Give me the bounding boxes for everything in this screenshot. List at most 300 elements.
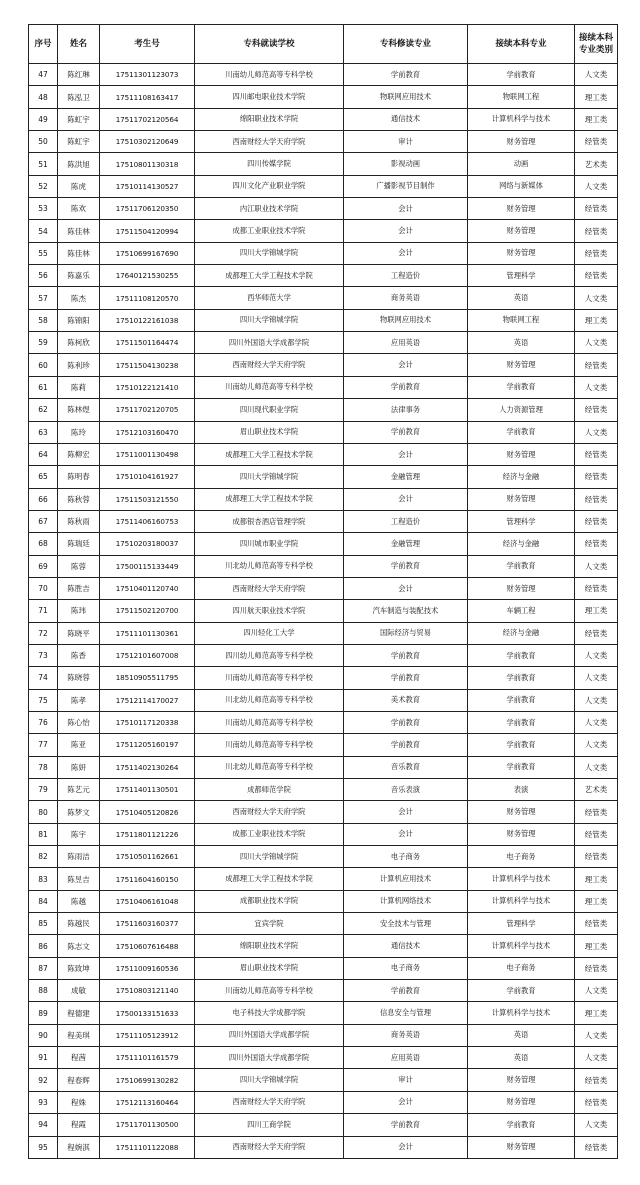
cell-college-major: 会计	[344, 443, 468, 465]
cell-seq: 79	[29, 779, 58, 801]
cell-bachelor-category: 人文类	[575, 332, 618, 354]
table-row	[29, 488, 618, 510]
cell-college: 川北幼儿师范高等专科学校	[195, 689, 344, 711]
table-row	[29, 980, 618, 1002]
cell-name: 陈心怡	[58, 711, 100, 733]
cell-college: 眉山职业技术学院	[195, 421, 344, 443]
cell-college: 四川大学锦城学院	[195, 309, 344, 331]
cell-name: 程婉淇	[58, 1136, 100, 1158]
table-row	[29, 64, 618, 86]
cell-bachelor-major: 管理科学	[468, 265, 575, 287]
cell-name: 陈妍	[58, 756, 100, 778]
cell-college-major: 会计	[344, 198, 468, 220]
cell-bachelor-major: 网络与新媒体	[468, 175, 575, 197]
cell-bachelor-major: 学前教育	[468, 64, 575, 86]
cell-bachelor-major: 表演	[468, 779, 575, 801]
cell-exam-id: 17511501164474	[100, 332, 195, 354]
cell-college: 成都理工大学工程技术学院	[195, 443, 344, 465]
table-row	[29, 376, 618, 398]
cell-college: 成都工业职业技术学院	[195, 220, 344, 242]
cell-college: 川南幼儿师范高等专科学校	[195, 711, 344, 733]
cell-exam-id: 17510801130318	[100, 153, 195, 175]
cell-college: 川南幼儿师范高等专科学校	[195, 980, 344, 1002]
cell-bachelor-category: 经管类	[575, 198, 618, 220]
cell-name: 陈佳林	[58, 220, 100, 242]
cell-bachelor-major: 财务管理	[468, 443, 575, 465]
cell-seq: 94	[29, 1114, 58, 1136]
cell-college: 西南财经大学天府学院	[195, 801, 344, 823]
cell-name: 陈红琳	[58, 64, 100, 86]
table-row	[29, 287, 618, 309]
cell-seq: 78	[29, 756, 58, 778]
cell-college-major: 信息安全与管理	[344, 1002, 468, 1024]
cell-name: 陈洪旭	[58, 153, 100, 175]
cell-bachelor-category: 理工类	[575, 868, 618, 890]
cell-name: 陈雨洁	[58, 846, 100, 868]
cell-college-major: 应用英语	[344, 332, 468, 354]
table-row	[29, 846, 618, 868]
cell-bachelor-category: 经管类	[575, 622, 618, 644]
cell-exam-id: 17512114170027	[100, 689, 195, 711]
cell-exam-id: 17511101122088	[100, 1136, 195, 1158]
cell-exam-id: 17500133151633	[100, 1002, 195, 1024]
cell-name: 程德建	[58, 1002, 100, 1024]
cell-college-major: 学前教育	[344, 555, 468, 577]
cell-exam-id: 17511502120700	[100, 600, 195, 622]
table-row	[29, 600, 618, 622]
table-row	[29, 309, 618, 331]
cell-seq: 86	[29, 935, 58, 957]
cell-college-major: 应用英语	[344, 1047, 468, 1069]
cell-college: 绵阳职业技术学院	[195, 108, 344, 130]
cell-seq: 84	[29, 890, 58, 912]
table-row	[29, 1002, 618, 1024]
cell-name: 程姝	[58, 1091, 100, 1113]
cell-college-major: 学前教育	[344, 667, 468, 689]
cell-college-major: 安全技术与管理	[344, 913, 468, 935]
cell-exam-id: 17510122161038	[100, 309, 195, 331]
cell-seq: 66	[29, 488, 58, 510]
table-row	[29, 1114, 618, 1136]
cell-name: 陈虹宇	[58, 108, 100, 130]
cell-bachelor-major: 学前教育	[468, 644, 575, 666]
cell-college-major: 工程造价	[344, 265, 468, 287]
cell-college: 四川外国语大学成都学院	[195, 1024, 344, 1046]
cell-bachelor-category: 人文类	[575, 689, 618, 711]
cell-bachelor-category: 人文类	[575, 1047, 618, 1069]
cell-college: 成都理工大学工程技术学院	[195, 488, 344, 510]
cell-bachelor-category: 人文类	[575, 175, 618, 197]
cell-bachelor-major: 财务管理	[468, 488, 575, 510]
cell-bachelor-major: 计算机科学与技术	[468, 108, 575, 130]
cell-bachelor-category: 人文类	[575, 711, 618, 733]
cell-name: 陈柯欣	[58, 332, 100, 354]
cell-name: 陈秋蓉	[58, 488, 100, 510]
header-bachelor-major: 接续本科专业	[468, 25, 575, 64]
cell-name: 陈明春	[58, 466, 100, 488]
table-row	[29, 265, 618, 287]
cell-bachelor-major: 财务管理	[468, 242, 575, 264]
table-row	[29, 175, 618, 197]
cell-bachelor-major: 学前教育	[468, 734, 575, 756]
cell-college-major: 法律事务	[344, 399, 468, 421]
cell-name: 陈秋雨	[58, 510, 100, 532]
cell-college-major: 电子商务	[344, 846, 468, 868]
cell-bachelor-major: 计算机科学与技术	[468, 868, 575, 890]
cell-bachelor-category: 理工类	[575, 1002, 618, 1024]
cell-name: 程茜	[58, 1047, 100, 1069]
table-row	[29, 466, 618, 488]
cell-college-major: 美术教育	[344, 689, 468, 711]
table-row	[29, 354, 618, 376]
cell-college-major: 会计	[344, 488, 468, 510]
cell-name: 陈宇	[58, 823, 100, 845]
cell-bachelor-major: 物联网工程	[468, 309, 575, 331]
cell-exam-id: 17511702120705	[100, 399, 195, 421]
cell-bachelor-category: 理工类	[575, 108, 618, 130]
cell-college-major: 审计	[344, 1069, 468, 1091]
cell-seq: 74	[29, 667, 58, 689]
cell-name: 陈孝	[58, 689, 100, 711]
cell-bachelor-major: 财务管理	[468, 1069, 575, 1091]
cell-bachelor-category: 经管类	[575, 510, 618, 532]
cell-name: 陈香	[58, 644, 100, 666]
table-row	[29, 220, 618, 242]
cell-bachelor-major: 财务管理	[468, 131, 575, 153]
cell-bachelor-category: 经管类	[575, 846, 618, 868]
table-row	[29, 421, 618, 443]
cell-college: 西南财经大学天府学院	[195, 577, 344, 599]
cell-college-major: 会计	[344, 577, 468, 599]
cell-bachelor-major: 英语	[468, 1024, 575, 1046]
cell-college-major: 会计	[344, 354, 468, 376]
table-row	[29, 779, 618, 801]
cell-bachelor-category: 经管类	[575, 466, 618, 488]
cell-seq: 93	[29, 1091, 58, 1113]
cell-exam-id: 17511101161579	[100, 1047, 195, 1069]
cell-college-major: 审计	[344, 131, 468, 153]
cell-bachelor-major: 学前教育	[468, 667, 575, 689]
cell-bachelor-major: 英语	[468, 287, 575, 309]
cell-bachelor-category: 经管类	[575, 265, 618, 287]
cell-bachelor-category: 经管类	[575, 488, 618, 510]
cell-college: 四川外国语大学成都学院	[195, 332, 344, 354]
cell-bachelor-major: 学前教育	[468, 421, 575, 443]
cell-exam-id: 17511401130501	[100, 779, 195, 801]
cell-college-major: 学前教育	[344, 376, 468, 398]
cell-name: 陈泓卫	[58, 86, 100, 108]
cell-college-major: 通信技术	[344, 935, 468, 957]
cell-college-major: 学前教育	[344, 64, 468, 86]
cell-bachelor-major: 学前教育	[468, 1114, 575, 1136]
admission-table	[28, 24, 618, 1159]
cell-name: 陈莉	[58, 376, 100, 398]
cell-college-major: 会计	[344, 1091, 468, 1113]
cell-seq: 51	[29, 153, 58, 175]
cell-bachelor-major: 计算机科学与技术	[468, 935, 575, 957]
cell-exam-id: 17511504130238	[100, 354, 195, 376]
cell-seq: 82	[29, 846, 58, 868]
table-row	[29, 577, 618, 599]
table-row	[29, 1091, 618, 1113]
cell-seq: 91	[29, 1047, 58, 1069]
cell-bachelor-major: 管理科学	[468, 510, 575, 532]
cell-college-major: 计算机网络技术	[344, 890, 468, 912]
cell-bachelor-major: 财务管理	[468, 1136, 575, 1158]
cell-bachelor-major: 计算机科学与技术	[468, 890, 575, 912]
table-row	[29, 555, 618, 577]
cell-bachelor-major: 学前教育	[468, 756, 575, 778]
table-row	[29, 801, 618, 823]
cell-seq: 72	[29, 622, 58, 644]
cell-bachelor-category: 经管类	[575, 577, 618, 599]
cell-exam-id: 17510401120740	[100, 577, 195, 599]
cell-college-major: 商务英语	[344, 1024, 468, 1046]
cell-college: 四川大学锦城学院	[195, 466, 344, 488]
cell-exam-id: 17511503121550	[100, 488, 195, 510]
cell-college: 四川现代职业学院	[195, 399, 344, 421]
table-row	[29, 242, 618, 264]
cell-bachelor-major: 动画	[468, 153, 575, 175]
cell-bachelor-category: 艺术类	[575, 779, 618, 801]
cell-bachelor-category: 经管类	[575, 823, 618, 845]
cell-seq: 92	[29, 1069, 58, 1091]
cell-seq: 81	[29, 823, 58, 845]
cell-exam-id: 17511604160150	[100, 868, 195, 890]
cell-bachelor-category: 理工类	[575, 309, 618, 331]
cell-bachelor-major: 学前教育	[468, 555, 575, 577]
cell-bachelor-category: 人文类	[575, 287, 618, 309]
cell-seq: 88	[29, 980, 58, 1002]
cell-name: 成敏	[58, 980, 100, 1002]
cell-seq: 52	[29, 175, 58, 197]
table-row	[29, 510, 618, 532]
cell-seq: 64	[29, 443, 58, 465]
header-college-major: 专科修读专业	[344, 25, 468, 64]
cell-college-major: 会计	[344, 242, 468, 264]
cell-bachelor-category: 人文类	[575, 555, 618, 577]
cell-exam-id: 17511205160197	[100, 734, 195, 756]
cell-college-major: 计算机应用技术	[344, 868, 468, 890]
header-exam-id: 考生号	[100, 25, 195, 64]
cell-college: 宜宾学院	[195, 913, 344, 935]
cell-college: 四川大学锦城学院	[195, 846, 344, 868]
cell-seq: 53	[29, 198, 58, 220]
table-row	[29, 332, 618, 354]
cell-exam-id: 18510905511795	[100, 667, 195, 689]
cell-bachelor-major: 计算机科学与技术	[468, 1002, 575, 1024]
table-row	[29, 198, 618, 220]
table-row	[29, 734, 618, 756]
cell-seq: 56	[29, 265, 58, 287]
cell-college-major: 音乐表演	[344, 779, 468, 801]
cell-bachelor-category: 理工类	[575, 86, 618, 108]
cell-seq: 85	[29, 913, 58, 935]
cell-college-major: 影视动画	[344, 153, 468, 175]
cell-seq: 95	[29, 1136, 58, 1158]
cell-college-major: 学前教育	[344, 1114, 468, 1136]
cell-seq: 73	[29, 644, 58, 666]
cell-college: 四川文化产业职业学院	[195, 175, 344, 197]
table-row	[29, 622, 618, 644]
cell-bachelor-major: 财务管理	[468, 198, 575, 220]
cell-seq: 60	[29, 354, 58, 376]
cell-college-major: 学前教育	[344, 711, 468, 733]
cell-exam-id: 17511406160753	[100, 510, 195, 532]
table-row	[29, 533, 618, 555]
cell-seq: 89	[29, 1002, 58, 1024]
cell-seq: 57	[29, 287, 58, 309]
table-row	[29, 868, 618, 890]
cell-exam-id: 17510501162661	[100, 846, 195, 868]
cell-exam-id: 17511105123912	[100, 1024, 195, 1046]
cell-college: 川北幼儿师范高等专科学校	[195, 555, 344, 577]
cell-name: 陈胜吉	[58, 577, 100, 599]
cell-bachelor-major: 英语	[468, 332, 575, 354]
cell-exam-id: 17500115133449	[100, 555, 195, 577]
cell-bachelor-category: 经管类	[575, 957, 618, 979]
cell-college-major: 通信技术	[344, 108, 468, 130]
cell-bachelor-category: 经管类	[575, 354, 618, 376]
table-row	[29, 667, 618, 689]
cell-bachelor-category: 经管类	[575, 443, 618, 465]
cell-bachelor-category: 经管类	[575, 1136, 618, 1158]
cell-bachelor-category: 经管类	[575, 220, 618, 242]
cell-name: 程春辉	[58, 1069, 100, 1091]
cell-bachelor-major: 人力资源管理	[468, 399, 575, 421]
cell-college-major: 工程造价	[344, 510, 468, 532]
cell-name: 陈锦阳	[58, 309, 100, 331]
cell-bachelor-major: 学前教育	[468, 376, 575, 398]
table-row	[29, 1024, 618, 1046]
cell-seq: 71	[29, 600, 58, 622]
cell-exam-id: 17511702120564	[100, 108, 195, 130]
cell-college-major: 音乐教育	[344, 756, 468, 778]
cell-college: 川南幼儿师范高等专科学校	[195, 64, 344, 86]
cell-college-major: 学前教育	[344, 421, 468, 443]
cell-exam-id: 17640121530255	[100, 265, 195, 287]
cell-bachelor-major: 车辆工程	[468, 600, 575, 622]
cell-name: 程美琪	[58, 1024, 100, 1046]
cell-college-major: 商务英语	[344, 287, 468, 309]
cell-name: 陈虎	[58, 175, 100, 197]
cell-college-major: 学前教育	[344, 644, 468, 666]
cell-college-major: 会计	[344, 801, 468, 823]
cell-college: 四川幼儿师范高等专科学校	[195, 644, 344, 666]
cell-bachelor-category: 经管类	[575, 533, 618, 555]
cell-seq: 59	[29, 332, 58, 354]
cell-bachelor-category: 人文类	[575, 64, 618, 86]
cell-seq: 80	[29, 801, 58, 823]
cell-college: 成都理工大学工程技术学院	[195, 265, 344, 287]
cell-bachelor-category: 理工类	[575, 890, 618, 912]
header-name: 姓名	[58, 25, 100, 64]
cell-name: 陈晓蓉	[58, 667, 100, 689]
cell-bachelor-category: 人文类	[575, 1024, 618, 1046]
cell-bachelor-major: 管理科学	[468, 913, 575, 935]
cell-bachelor-category: 经管类	[575, 801, 618, 823]
cell-bachelor-category: 经管类	[575, 131, 618, 153]
cell-bachelor-major: 财务管理	[468, 1091, 575, 1113]
cell-college: 眉山职业技术学院	[195, 957, 344, 979]
cell-name: 陈林煜	[58, 399, 100, 421]
cell-bachelor-major: 财务管理	[468, 577, 575, 599]
table-row	[29, 131, 618, 153]
cell-exam-id: 17510406161048	[100, 890, 195, 912]
cell-college-major: 国际经济与贸易	[344, 622, 468, 644]
cell-exam-id: 17512101607008	[100, 644, 195, 666]
cell-college: 川南幼儿师范高等专科学校	[195, 734, 344, 756]
cell-seq: 62	[29, 399, 58, 421]
cell-seq: 58	[29, 309, 58, 331]
cell-college-major: 金融管理	[344, 533, 468, 555]
cell-seq: 67	[29, 510, 58, 532]
cell-name: 陈玲	[58, 421, 100, 443]
cell-exam-id: 17511108163417	[100, 86, 195, 108]
cell-college-major: 学前教育	[344, 734, 468, 756]
cell-exam-id: 17511101130361	[100, 622, 195, 644]
cell-college-major: 会计	[344, 1136, 468, 1158]
cell-name: 陈梦文	[58, 801, 100, 823]
cell-seq: 55	[29, 242, 58, 264]
cell-college: 四川大学锦城学院	[195, 242, 344, 264]
cell-seq: 83	[29, 868, 58, 890]
table-row	[29, 935, 618, 957]
cell-seq: 70	[29, 577, 58, 599]
cell-college: 电子科技大学成都学院	[195, 1002, 344, 1024]
cell-exam-id: 17512103160470	[100, 421, 195, 443]
cell-exam-id: 17510803121140	[100, 980, 195, 1002]
cell-college-major: 汽车制造与装配技术	[344, 600, 468, 622]
cell-exam-id: 17510699167690	[100, 242, 195, 264]
header-seq: 序号	[29, 25, 58, 64]
cell-exam-id: 17510405120826	[100, 801, 195, 823]
cell-seq: 50	[29, 131, 58, 153]
cell-bachelor-major: 物联网工程	[468, 86, 575, 108]
cell-bachelor-category: 经管类	[575, 913, 618, 935]
cell-college: 西南财经大学天府学院	[195, 131, 344, 153]
cell-bachelor-category: 人文类	[575, 1114, 618, 1136]
cell-college: 绵阳职业技术学院	[195, 935, 344, 957]
cell-college: 西南财经大学天府学院	[195, 354, 344, 376]
cell-college: 内江职业技术学院	[195, 198, 344, 220]
cell-bachelor-category: 人文类	[575, 376, 618, 398]
table-row	[29, 711, 618, 733]
cell-exam-id: 17511402130264	[100, 756, 195, 778]
cell-college: 四川工商学院	[195, 1114, 344, 1136]
cell-bachelor-category: 人文类	[575, 421, 618, 443]
table-row	[29, 756, 618, 778]
cell-seq: 77	[29, 734, 58, 756]
cell-college: 川南幼儿师范高等专科学校	[195, 376, 344, 398]
cell-bachelor-category: 经管类	[575, 399, 618, 421]
cell-seq: 63	[29, 421, 58, 443]
cell-exam-id: 17511009160536	[100, 957, 195, 979]
cell-college: 成都理工大学工程技术学院	[195, 868, 344, 890]
cell-name: 陈艺元	[58, 779, 100, 801]
table-row	[29, 644, 618, 666]
cell-college-major: 物联网应用技术	[344, 86, 468, 108]
cell-exam-id: 17511603160377	[100, 913, 195, 935]
cell-name: 陈欢	[58, 198, 100, 220]
table-row	[29, 823, 618, 845]
cell-name: 陈瑞廷	[58, 533, 100, 555]
cell-college-major: 会计	[344, 823, 468, 845]
table-row	[29, 913, 618, 935]
cell-seq: 54	[29, 220, 58, 242]
cell-bachelor-major: 财务管理	[468, 220, 575, 242]
cell-college: 四川城市职业学院	[195, 533, 344, 555]
